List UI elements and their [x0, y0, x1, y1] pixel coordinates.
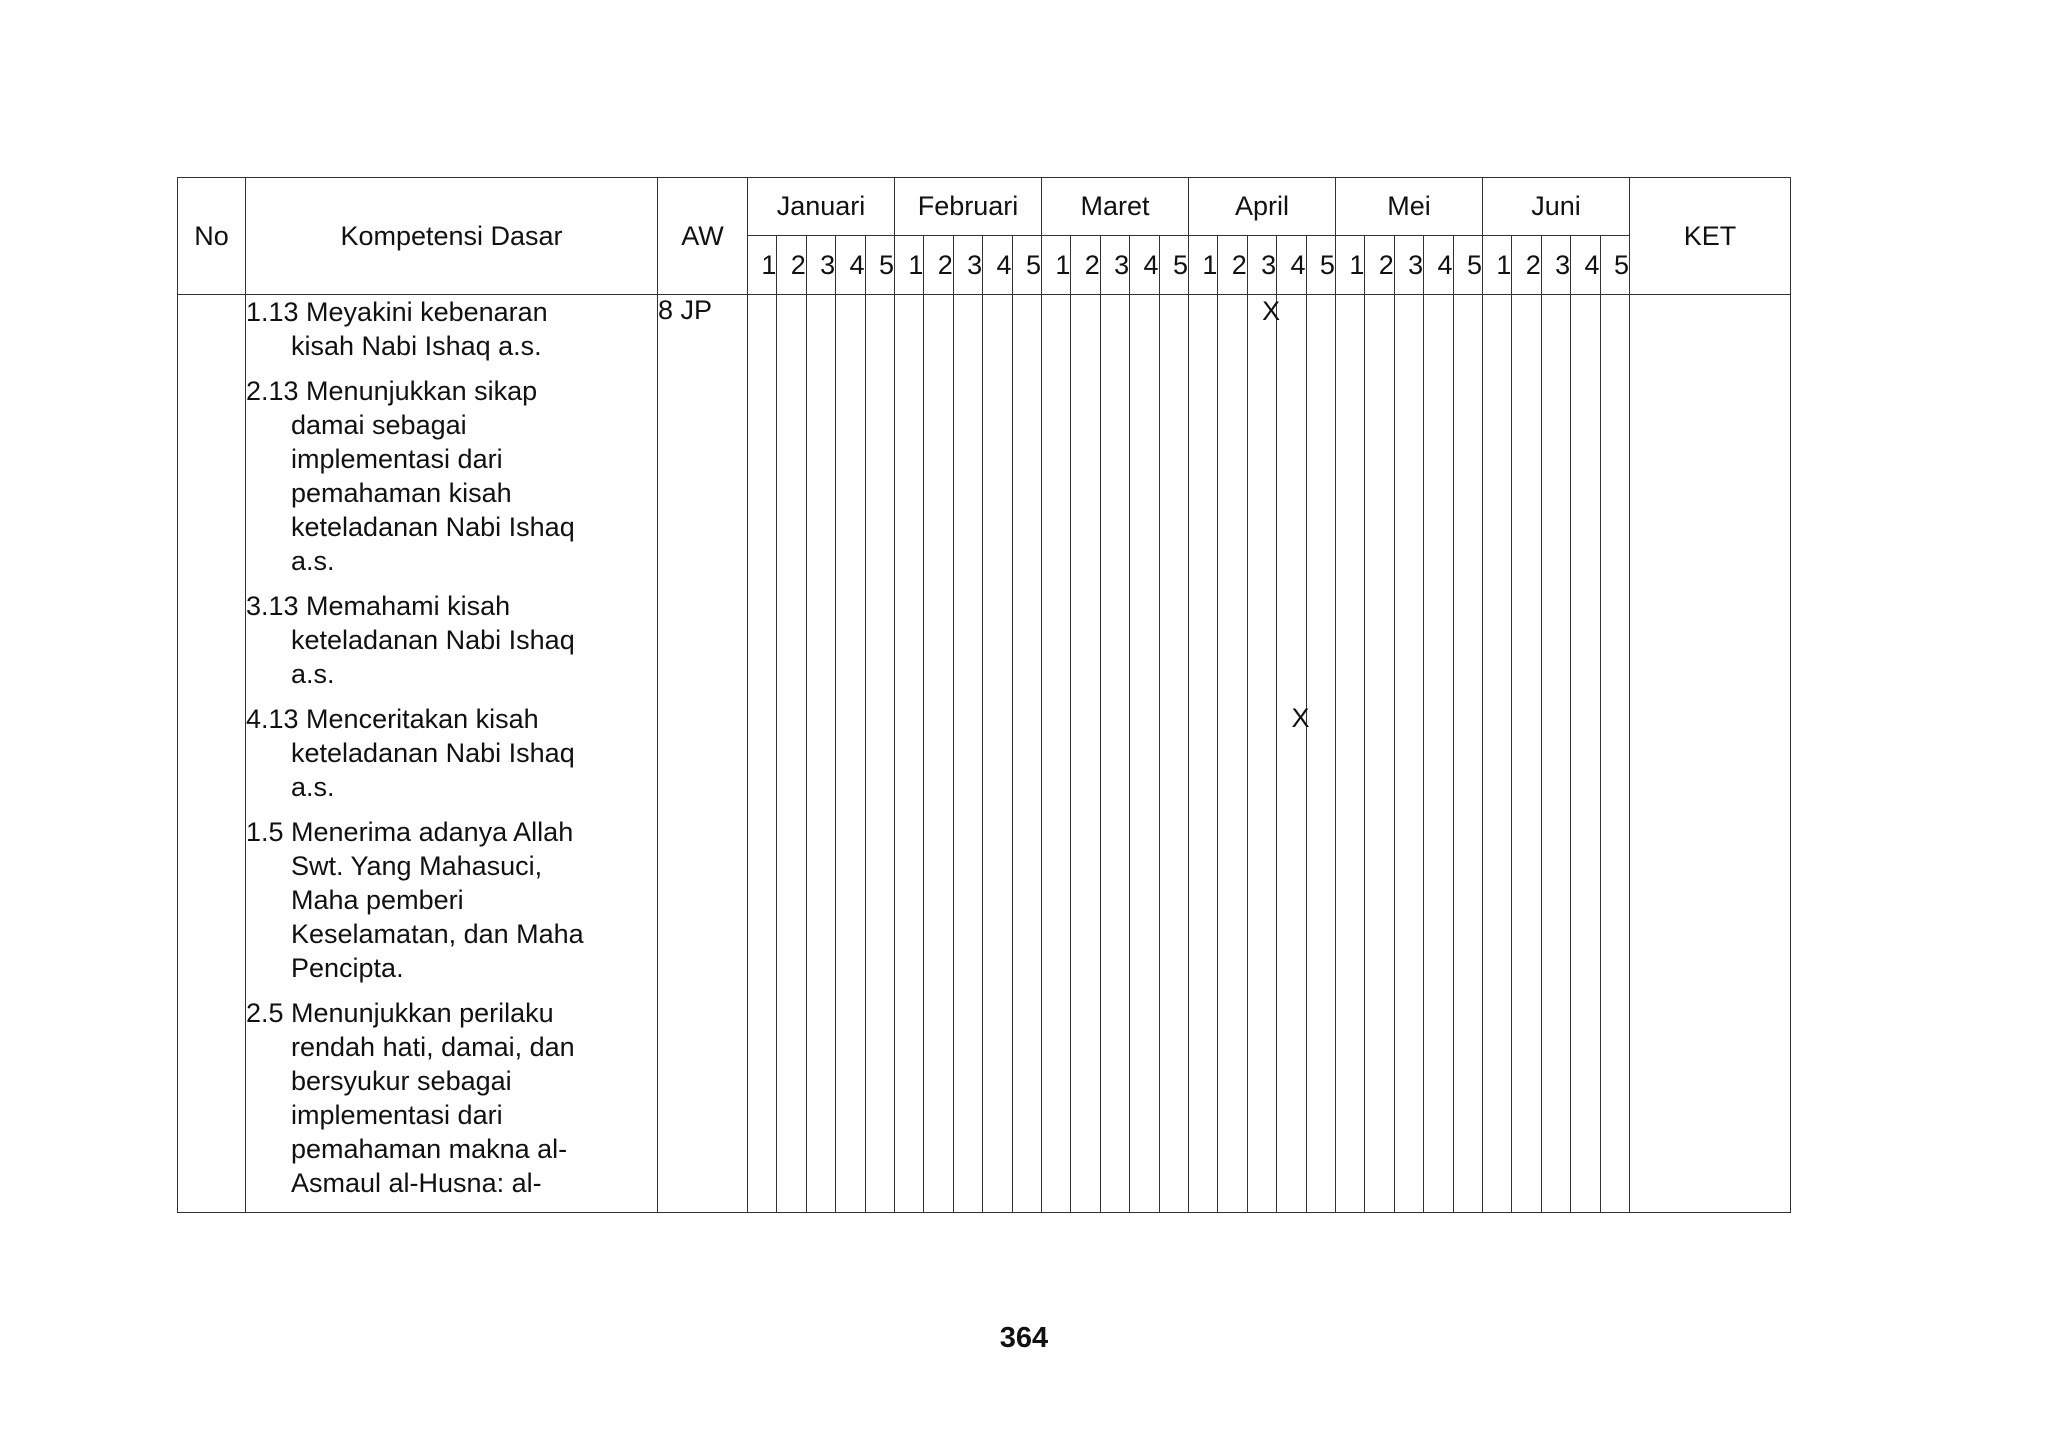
- kd-line: 2.13 Menunjukkan sikap: [246, 376, 538, 406]
- kd-item: [246, 815, 657, 985]
- kd-item: [246, 702, 657, 804]
- kd-line: keteladanan Nabi Ishaq: [291, 512, 575, 542]
- schedule-cell: [1424, 295, 1453, 1213]
- kd-line: 1.13 Meyakini kebenaran: [246, 297, 548, 327]
- schedule-cell: [894, 295, 923, 1213]
- header-week: 5: [1453, 236, 1482, 295]
- header-week: 5: [1306, 236, 1335, 295]
- schedule-cell: [836, 295, 865, 1213]
- kd-line: Swt. Yang Mahasuci,: [291, 851, 543, 881]
- cell-aw: 8 JP: [658, 295, 748, 1213]
- header-week: 2: [777, 236, 806, 295]
- schedule-cell: [777, 295, 806, 1213]
- schedule-cell: [1571, 295, 1600, 1213]
- kd-line: a.s.: [291, 546, 335, 576]
- header-week: 4: [1130, 236, 1159, 295]
- schedule-cell: [983, 295, 1012, 1213]
- header-week: 4: [1424, 236, 1453, 295]
- kd-line: Keselamatan, dan Maha: [291, 919, 584, 949]
- schedule-cell: [1541, 295, 1570, 1213]
- schedule-cell: [1453, 295, 1482, 1213]
- header-month: Maret: [1042, 178, 1189, 236]
- schedule-cell: [1365, 295, 1394, 1213]
- header-week: 4: [983, 236, 1012, 295]
- schedule-cell: [1306, 295, 1335, 1213]
- kd-line: implementasi dari: [291, 444, 503, 474]
- header-week: 3: [1247, 236, 1276, 295]
- header-month: April: [1188, 178, 1335, 236]
- kd-line: keteladanan Nabi Ishaq: [291, 625, 575, 655]
- kd-line: pemahaman kisah: [291, 478, 512, 508]
- schedule-mark: X: [1262, 295, 1281, 326]
- header-week: 1: [1335, 236, 1364, 295]
- schedule-cell: [953, 295, 982, 1213]
- header-week: 2: [1218, 236, 1247, 295]
- kd-line: kisah Nabi Ishaq a.s.: [291, 331, 542, 361]
- schedule-cell: [1335, 295, 1364, 1213]
- schedule-table: [177, 177, 1791, 1213]
- kd-line: implementasi dari: [291, 1100, 503, 1130]
- header-week: 4: [1571, 236, 1600, 295]
- schedule-cell: [1042, 295, 1071, 1213]
- schedule-cell: [1159, 295, 1188, 1213]
- schedule-cell: [1394, 295, 1423, 1213]
- cell-kompetensi-dasar: [246, 295, 658, 1213]
- header-week: 3: [1541, 236, 1570, 295]
- kd-line: Pencipta.: [291, 953, 404, 983]
- kd-line: Maha pemberi: [291, 885, 464, 915]
- header-week: 1: [1188, 236, 1217, 295]
- schedule-cell: [1247, 295, 1281, 1213]
- header-week: 2: [1512, 236, 1541, 295]
- header-month: Mei: [1335, 178, 1482, 236]
- cell-ket: [1629, 295, 1790, 1213]
- kd-line: rendah hati, damai, dan: [291, 1032, 575, 1062]
- header-week: 2: [1365, 236, 1394, 295]
- header-month: Januari: [748, 178, 895, 236]
- schedule-cell: [1071, 295, 1100, 1213]
- header-week: 1: [1482, 236, 1511, 295]
- header-ket: KET: [1629, 178, 1790, 295]
- kd-line: 1.5 Menerima adanya Allah: [246, 817, 574, 847]
- kd-item: [246, 589, 657, 691]
- header-week: 1: [748, 236, 777, 295]
- header-week: 5: [1012, 236, 1041, 295]
- header-week: 1: [1042, 236, 1071, 295]
- kd-line: pemahaman makna al-: [291, 1134, 568, 1164]
- header-month: Juni: [1482, 178, 1629, 236]
- schedule-cell: [1188, 295, 1217, 1213]
- header-month: Februari: [894, 178, 1041, 236]
- kd-item: [246, 374, 657, 578]
- header-kompetensi-dasar: Kompetensi Dasar: [246, 178, 658, 295]
- kd-line: damai sebagai: [291, 410, 467, 440]
- schedule-mark: X: [1291, 702, 1310, 733]
- schedule-cell: [865, 295, 894, 1213]
- header-week: 3: [1100, 236, 1129, 295]
- header-week: 5: [865, 236, 894, 295]
- schedule-cell: [748, 295, 777, 1213]
- schedule-cell: [1277, 295, 1310, 1213]
- header-week: 4: [836, 236, 865, 295]
- kd-item: [246, 295, 657, 363]
- header-week: 2: [1071, 236, 1100, 295]
- schedule-cell: [1512, 295, 1541, 1213]
- kd-line: 2.5 Menunjukkan perilaku: [246, 998, 554, 1028]
- header-week: 1: [894, 236, 923, 295]
- kd-line: a.s.: [291, 659, 335, 689]
- header-week: 3: [1394, 236, 1423, 295]
- header-aw: AW: [658, 178, 748, 295]
- kd-line: 3.13 Memahami kisah: [246, 591, 511, 621]
- kd-line: a.s.: [291, 772, 335, 802]
- header-week: 3: [806, 236, 835, 295]
- header-week: 4: [1277, 236, 1306, 295]
- kd-line: bersyukur sebagai: [291, 1066, 512, 1096]
- header-no: No: [178, 178, 246, 295]
- schedule-cell: [924, 295, 953, 1213]
- schedule-cell: [1218, 295, 1247, 1213]
- schedule-cell: [806, 295, 835, 1213]
- kd-line: 4.13 Menceritakan kisah: [246, 704, 539, 734]
- header-week: 3: [953, 236, 982, 295]
- kd-line: Asmaul al-Husna: al-: [291, 1168, 542, 1198]
- cell-no: [178, 295, 246, 1213]
- schedule-cell: [1130, 295, 1159, 1213]
- schedule-cell: [1482, 295, 1511, 1213]
- page-number: 364: [999, 1322, 1049, 1354]
- header-week: 5: [1600, 236, 1629, 295]
- header-week: 5: [1159, 236, 1188, 295]
- schedule-cell: [1600, 295, 1629, 1213]
- schedule-cell: [1100, 295, 1129, 1213]
- kd-item: [246, 996, 657, 1200]
- schedule-cell: [1012, 295, 1041, 1213]
- header-week: 2: [924, 236, 953, 295]
- kd-line: keteladanan Nabi Ishaq: [291, 738, 575, 768]
